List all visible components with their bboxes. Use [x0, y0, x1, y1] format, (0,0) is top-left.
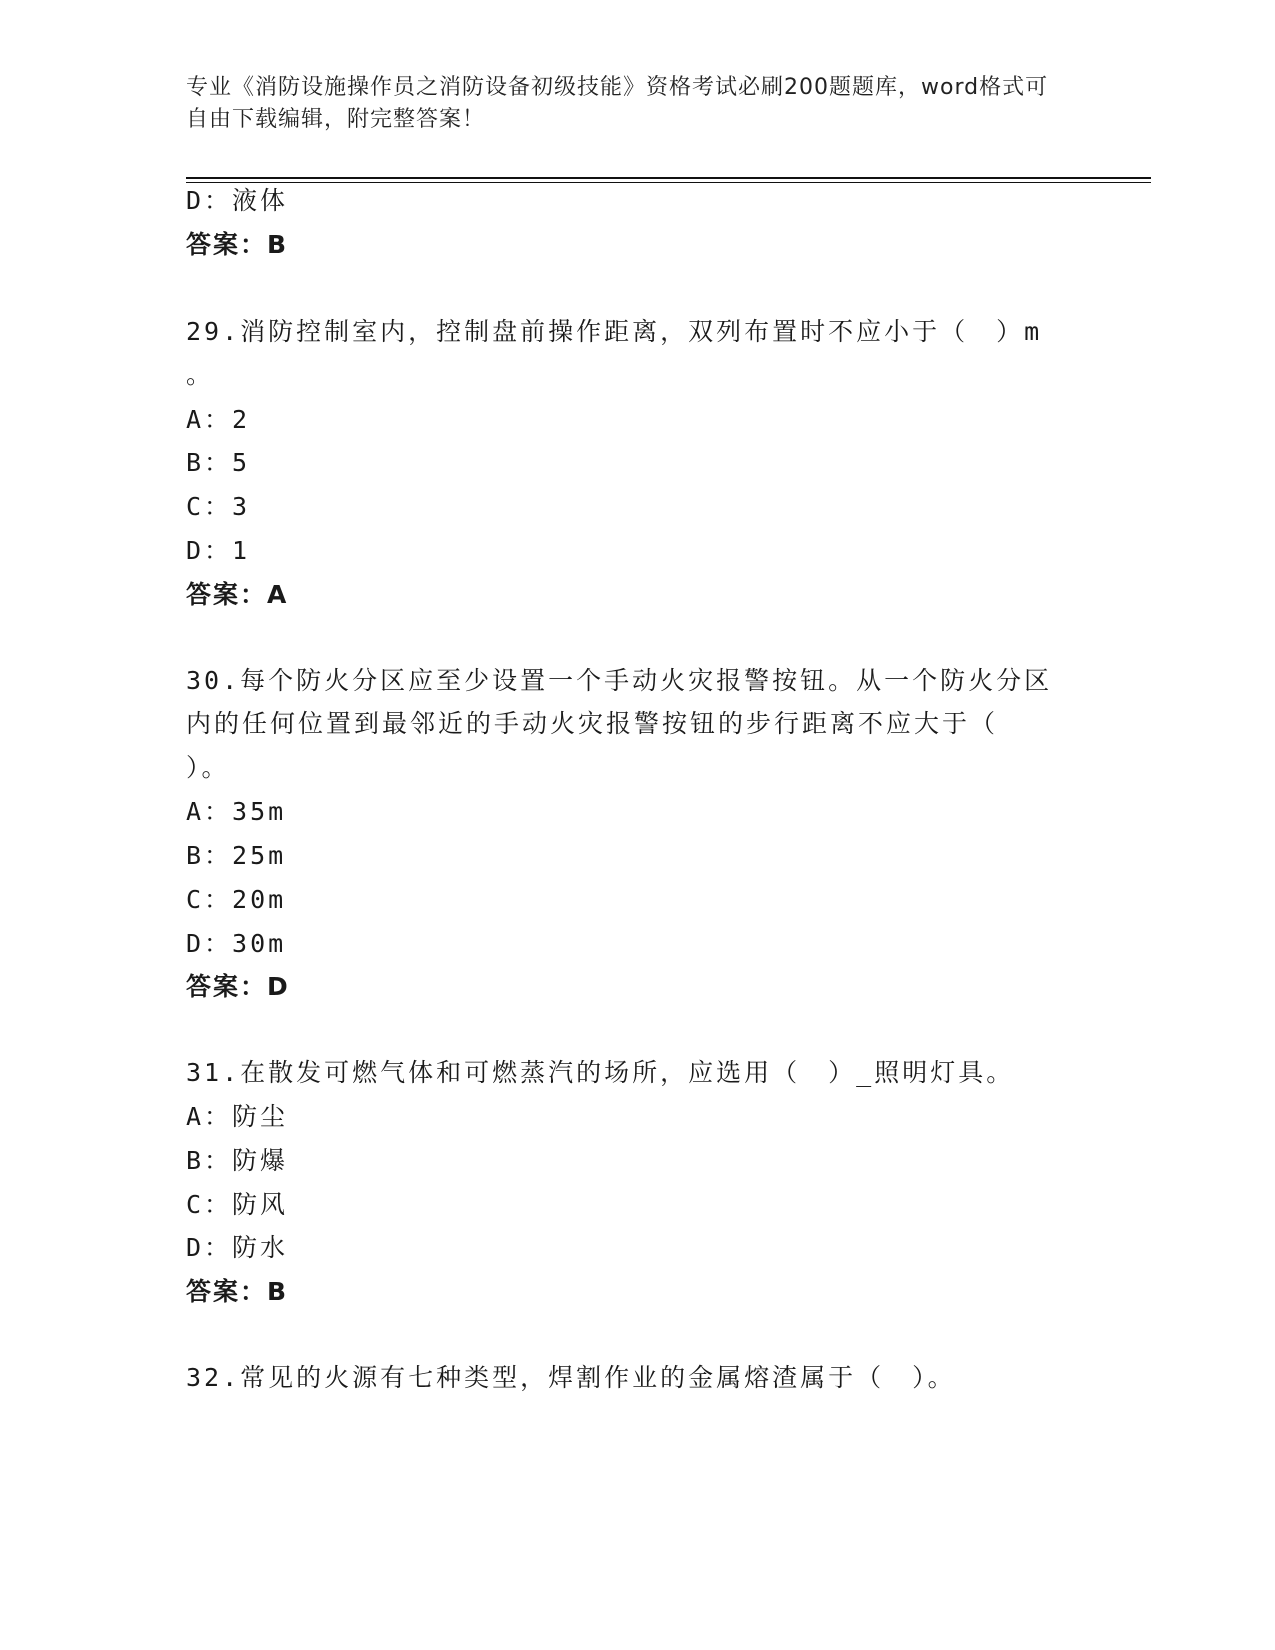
prev-answer: 答案：B: [186, 230, 289, 259]
document-header: 专业《消防设施操作员之消防设备初级技能》资格考试必刷200题题库，word格式可自由下载编辑，附完整答案！: [186, 75, 1049, 132]
q29-option-a: A：2: [186, 405, 251, 434]
q29-option-b: B：5: [186, 448, 251, 477]
prev-option-d: D：液体: [186, 186, 289, 215]
q30-stem-line2: 内的任何位置到最邻近的手动火灾报警按钮的步行距离不应大于（: [186, 709, 999, 738]
q30-stem-line3: ）。: [186, 753, 230, 782]
q30-option-b: B：25m: [186, 841, 287, 870]
q30-answer: 答案：D: [186, 972, 290, 1001]
q31-option-a: A：防尘: [186, 1102, 289, 1131]
header-rule-thick: [186, 177, 1151, 179]
q29-answer: 答案：A: [186, 580, 289, 609]
q32-stem-line1: 32.常见的火源有七种类型，焊割作业的金属熔渣属于（ ）。: [186, 1363, 956, 1392]
q29-stem-line2: 。: [186, 360, 215, 389]
q29-option-c: C：3: [186, 492, 251, 521]
q31-option-c: C：防风: [186, 1190, 289, 1219]
header-rule-thin: [186, 182, 1151, 183]
q31-option-b: B：防爆: [186, 1146, 289, 1175]
q30-option-d: D：30m: [186, 929, 287, 958]
q31-option-d: D：防水: [186, 1233, 289, 1262]
q29-stem-line1: 29.消防控制室内，控制盘前操作距离，双列布置时不应小于（ ）m: [186, 317, 1043, 346]
q31-stem-line1: 31.在散发可燃气体和可燃蒸汽的场所，应选用（ ）_照明灯具。: [186, 1058, 1015, 1087]
q29-option-d: D：1: [186, 536, 251, 565]
q30-stem-line1: 30.每个防火分区应至少设置一个手动火灾报警按钮。从一个防火分区: [186, 666, 1053, 695]
q30-option-c: C：20m: [186, 885, 287, 914]
q31-answer: 答案：B: [186, 1277, 289, 1306]
q30-option-a: A：35m: [186, 797, 287, 826]
